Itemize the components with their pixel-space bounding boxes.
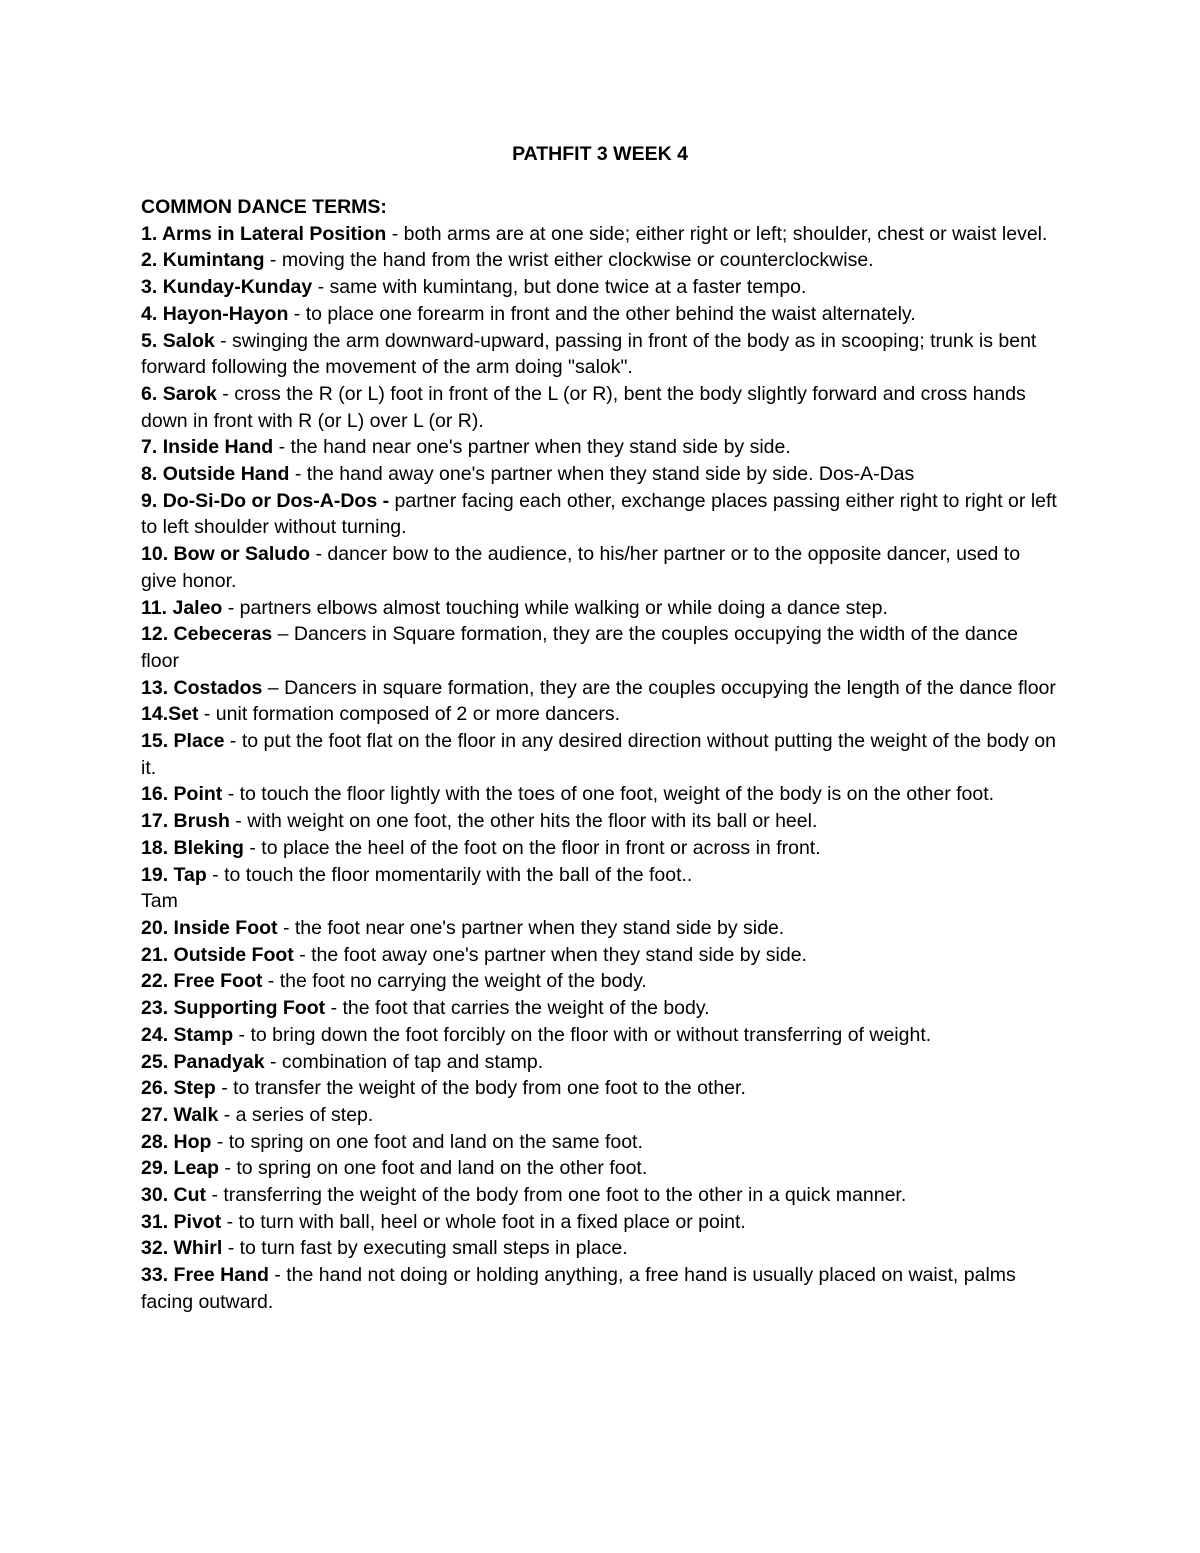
- term-name: Cebeceras: [173, 623, 273, 646]
- term-name: Inside Foot: [173, 916, 278, 939]
- term-entry: [141, 301, 1061, 328]
- term-number: 13.: [141, 676, 169, 699]
- term-entry: [141, 1022, 1061, 1049]
- term-definition: - cross the R (or L) foot in front of the L (or R), bent the body slightly forward and cross hands down in front with R (or L) over L (or R).: [141, 382, 1032, 432]
- term-definition: - with weight on one foot, the other hits the floor with its ball or heel.: [229, 810, 818, 833]
- term-number: 10.: [141, 543, 169, 566]
- term-definition: - the hand away one's partner when they stand side by side. Dos-A-Das: [289, 463, 915, 486]
- term-number: 21.: [141, 943, 169, 966]
- term-name: Leap: [173, 1157, 220, 1180]
- term-number: 33.: [141, 1264, 169, 1287]
- term-number: 8.: [141, 463, 158, 486]
- term-name: Stamp: [173, 1023, 234, 1046]
- term-name: Arms in Lateral Position: [161, 222, 387, 245]
- term-name: Inside Hand: [162, 436, 274, 459]
- term-definition: - the foot near one's partner when they stand side by side.: [277, 916, 785, 939]
- term-definition: - to turn with ball, heel or whole foot in a fixed place or point.: [221, 1210, 746, 1233]
- term-name: Hop: [173, 1130, 212, 1153]
- term-entry: [141, 915, 1061, 942]
- term-number: 11.: [141, 596, 168, 619]
- term-number: 32.: [141, 1237, 169, 1260]
- term-entry: [141, 1075, 1061, 1102]
- term-entry: [141, 1262, 1061, 1315]
- term-name: Whirl: [173, 1237, 223, 1260]
- term-definition: – Dancers in square formation, they are the couples occupying the length of the dance floor: [262, 676, 1056, 699]
- term-number: 27.: [141, 1103, 169, 1126]
- term-definition: - swinging the arm downward-upward, passing in front of the body as in scooping; trunk is bent forward following the movement of the arm doing "salok".: [141, 329, 1042, 379]
- term-name: Panadyak: [173, 1050, 265, 1073]
- term-definition: - to spring on one foot and land on the other foot.: [219, 1157, 648, 1180]
- term-definition: - to place the heel of the foot on the floor in front or across in front.: [243, 836, 821, 859]
- term-entry: [141, 781, 1061, 808]
- term-definition: - a series of step.: [218, 1103, 374, 1126]
- term-name: Step: [173, 1077, 216, 1100]
- term-entry: [141, 541, 1061, 594]
- term-entry: [141, 968, 1061, 995]
- document-body: [141, 194, 1061, 1316]
- term-name: Supporting Foot: [173, 997, 326, 1020]
- term-number: 29.: [141, 1157, 169, 1180]
- term-definition: - to place one forearm in front and the other behind the waist alternately.: [288, 302, 916, 325]
- term-number: 7.: [141, 436, 158, 459]
- term-entry: [141, 1235, 1061, 1262]
- term-definition: - to transfer the weight of the body from one foot to the other.: [215, 1077, 746, 1100]
- term-entry: [141, 835, 1061, 862]
- term-entry: [141, 221, 1061, 248]
- term-name: Walk: [173, 1103, 219, 1126]
- term-number: 28.: [141, 1130, 169, 1153]
- term-definition: - to put the foot flat on the floor in any desired direction without putting the weight of the body on it.: [141, 730, 1062, 779]
- term-name: Outside Hand: [162, 463, 290, 486]
- term-entry: [141, 621, 1061, 674]
- term-definition: - to touch the floor momentarily with the ball of the foot..: [206, 863, 693, 886]
- term-number: 6.: [141, 382, 158, 405]
- term-name: Free Hand: [173, 1264, 269, 1287]
- term-entry: [141, 1102, 1061, 1129]
- term-number: 2.: [141, 249, 158, 272]
- term-number: 18.: [141, 836, 169, 859]
- term-name: Sarok: [162, 382, 217, 405]
- term-definition: - unit formation composed of 2 or more dancers.: [198, 703, 621, 726]
- term-list: [141, 221, 1061, 1316]
- term-entry: [141, 274, 1061, 301]
- term-number: 9.: [141, 489, 158, 512]
- term-name: Free Foot: [173, 970, 263, 993]
- term-name: Do-Si-Do or Dos-A-Dos -: [162, 489, 390, 512]
- term-definition: Tam: [141, 890, 178, 913]
- term-definition: - moving the hand from the wrist either clockwise or counterclockwise.: [264, 249, 874, 272]
- term-number: 24.: [141, 1023, 169, 1046]
- term-entry: [141, 1155, 1061, 1182]
- term-number: 4.: [141, 302, 158, 325]
- term-number: 12.: [141, 623, 169, 646]
- term-entry: [141, 942, 1061, 969]
- term-number: 16.: [141, 783, 169, 806]
- term-name: Kumintang: [162, 249, 265, 272]
- term-entry: [141, 1049, 1061, 1076]
- term-definition: – Dancers in Square formation, they are the couples occupying the width of the dance floor: [141, 623, 1024, 672]
- term-definition: - same with kumintang, but done twice at a faster tempo.: [312, 276, 807, 299]
- term-entry: [141, 434, 1061, 461]
- term-number: 17.: [141, 810, 169, 833]
- term-number: 22.: [141, 970, 169, 993]
- term-number: 19.: [141, 863, 169, 886]
- term-entry: [141, 728, 1061, 781]
- term-definition: - combination of tap and stamp.: [264, 1050, 544, 1073]
- term-name: Jaleo: [172, 596, 223, 619]
- term-definition: - to turn fast by executing small steps in place.: [222, 1237, 628, 1260]
- term-number: 26.: [141, 1077, 169, 1100]
- term-entry: [141, 888, 1061, 915]
- term-name: Bleking: [173, 836, 244, 859]
- term-definition: - to touch the floor lightly with the toes of one foot, weight of the body is on the other foot.: [222, 783, 995, 806]
- term-entry: [141, 595, 1061, 622]
- term-name: Salok: [162, 329, 215, 352]
- term-definition: - the foot no carrying the weight of the body.: [262, 970, 647, 993]
- term-definition: - dancer bow to the audience, to his/her partner or to the opposite dancer, used to give honor.: [141, 543, 1026, 592]
- term-number: 14.: [141, 703, 169, 726]
- term-definition: - the hand not doing or holding anything, a free hand is usually placed on waist, palms facing outward.: [141, 1264, 1022, 1313]
- term-entry: [141, 1129, 1061, 1156]
- term-name: Cut: [173, 1184, 207, 1207]
- term-entry: [141, 1209, 1061, 1236]
- term-definition: - to bring down the foot forcibly on the floor with or without transferring of weight.: [233, 1023, 932, 1046]
- term-entry: [141, 808, 1061, 835]
- term-entry: [141, 862, 1061, 889]
- term-name: Point: [173, 783, 223, 806]
- term-name: Kunday-Kunday: [162, 276, 313, 299]
- term-entry: [141, 1182, 1061, 1209]
- term-entry: [141, 381, 1061, 434]
- term-definition: - both arms are at one side; either right or left; shoulder, chest or waist level.: [386, 222, 1048, 245]
- term-definition: - the foot that carries the weight of the body.: [325, 997, 710, 1020]
- term-definition: - the foot away one's partner when they stand side by side.: [293, 943, 807, 966]
- term-definition: partner facing each other, exchange places passing either right to right or left to left shoulder without turning.: [141, 489, 1063, 539]
- term-number: 15.: [141, 730, 169, 753]
- term-name: Set: [168, 703, 199, 726]
- term-name: Brush: [173, 810, 230, 833]
- term-name: Tap: [173, 863, 207, 886]
- page-title: PATHFIT 3 WEEK 4: [512, 143, 688, 165]
- term-definition: - transferring the weight of the body from one foot to the other in a quick manner.: [206, 1184, 907, 1207]
- term-entry: [141, 675, 1061, 702]
- term-entry: [141, 247, 1061, 274]
- term-definition: - partners elbows almost touching while walking or while doing a dance step.: [222, 596, 888, 619]
- term-number: 25.: [141, 1050, 169, 1073]
- term-number: 30.: [141, 1184, 169, 1207]
- term-name: Costados: [173, 676, 263, 699]
- term-number: 23.: [141, 997, 169, 1020]
- term-number: 20.: [141, 916, 169, 939]
- term-number: 5.: [141, 329, 158, 352]
- section-heading: COMMON DANCE TERMS:: [141, 196, 387, 218]
- term-name: Outside Foot: [173, 943, 294, 966]
- term-number: 31.: [141, 1210, 169, 1233]
- term-name: Bow or Saludo: [173, 543, 311, 566]
- term-entry: [141, 488, 1061, 541]
- term-name: Pivot: [173, 1210, 222, 1233]
- term-name: Place: [173, 730, 225, 753]
- term-entry: [141, 995, 1061, 1022]
- term-number: 1.: [141, 222, 158, 245]
- term-definition: - to spring on one foot and land on the same foot.: [211, 1130, 643, 1153]
- term-entry: [141, 701, 1061, 728]
- term-number: 3.: [141, 276, 158, 299]
- term-entry: [141, 461, 1061, 488]
- term-entry: [141, 328, 1061, 381]
- term-definition: - the hand near one's partner when they stand side by side.: [273, 436, 791, 459]
- term-name: Hayon-Hayon: [162, 302, 289, 325]
